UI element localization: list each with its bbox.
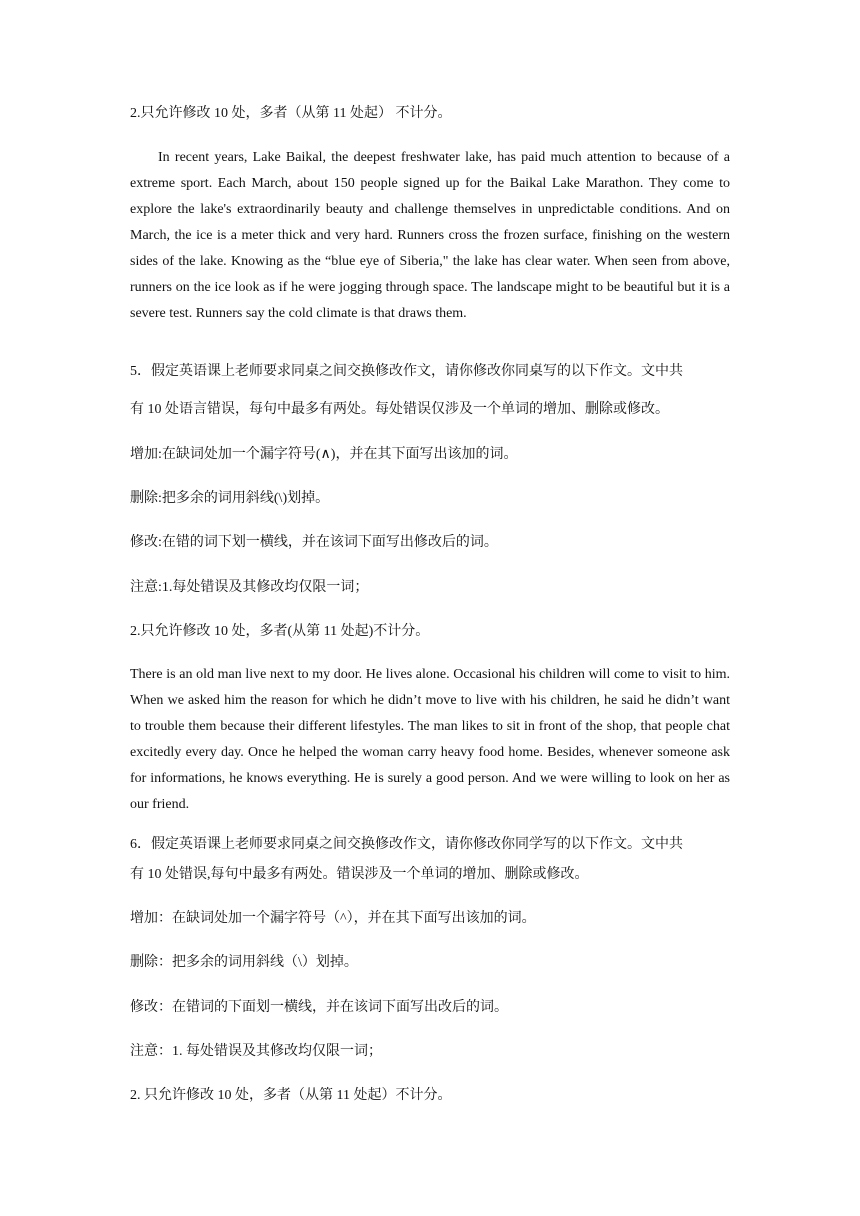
rule-limit-line: 2.只允许修改 10 处，多者（从第 11 处起） 不计分。 — [130, 106, 452, 121]
question-5-modify-rule: 修改:在错的词下划一横线，并在该词下面写出修改后的词。 — [130, 535, 498, 550]
question-5-note-2: 2.只允许修改 10 处，多者(从第 11 处起)不计分。 — [130, 624, 430, 639]
question-6-note-2: 2. 只允许修改 10 处，多者（从第 11 处起）不计分。 — [130, 1088, 452, 1103]
question-6-delete-rule: 删除：把多余的词用斜线（\）划掉。 — [130, 955, 358, 970]
question-6-note-1: 注意：1. 每处错误及其修改均仅限一词； — [130, 1044, 382, 1059]
question-5-note-1: 注意:1.每处错误及其修改均仅限一词； — [130, 580, 369, 595]
question-6-modify-rule: 修改：在错词的下面划一横线，并在该词下面写出改后的词。 — [130, 1000, 508, 1015]
question-5-instruction-line-1: 5．假定英语课上老师要求同桌之间交换修改作文，请你修改你同桌写的以下作文。文中共 — [130, 364, 683, 379]
question-6-instruction-line-2: 有 10 处错误,每句中最多有两处。错误涉及一个单词的增加、删除或修改。 — [130, 867, 589, 882]
passage-old-man: There is an old man live next to my door. He lives alone. Occasional his children will come to visit to him. When we asked him the reason for which he didn’t move to live with his children, he said he didn’t want to trouble them because their different lifestyles. The man likes to sit in front of the shop, that people chat excitedly every day. Once he helped the woman carry heavy food home. Besides, whenever someone ask for informations, he knows everything. He is surely a good person. And we were willing to look on her as our friend. — [130, 667, 730, 812]
question-5-add-rule: 增加:在缺词处加一个漏字符号(∧)，并在其下面写出该加的词。 — [130, 447, 518, 462]
passage-baikal: In recent years, Lake Baikal, the deepest freshwater lake, has paid much attention to because of a extreme sport. Each March, about 150 people signed up for the Baikal Lake Marathon. They come to explore the lake's extraordinarily beauty and challenge themselves in unpredictable conditions. And on March, the ice is a meter thick and very hard. Runners cross the frozen surface, finishing on the western sides of the lake. Knowing as the “blue eye of Siberia," the lake has clear water. When seen from above, runners on the ice look as if he were jogging through space. The landscape might to be beautiful but it is a severe test. Runners say the cold climate is that draws them. — [130, 150, 730, 321]
question-6-instruction-line-1: 6．假定英语课上老师要求同桌之间交换修改作文，请你修改你同学写的以下作文。文中共 — [130, 837, 683, 852]
question-5-instruction-line-2: 有 10 处语言错误，每句中最多有两处。每处错误仅涉及一个单词的增加、删除或修改。 — [130, 402, 669, 417]
question-5-delete-rule: 删除:把多余的词用斜线(\)划掉。 — [130, 491, 330, 506]
question-6-add-rule: 增加：在缺词处加一个漏字符号（^），并在其下面写出该加的词。 — [130, 911, 536, 926]
